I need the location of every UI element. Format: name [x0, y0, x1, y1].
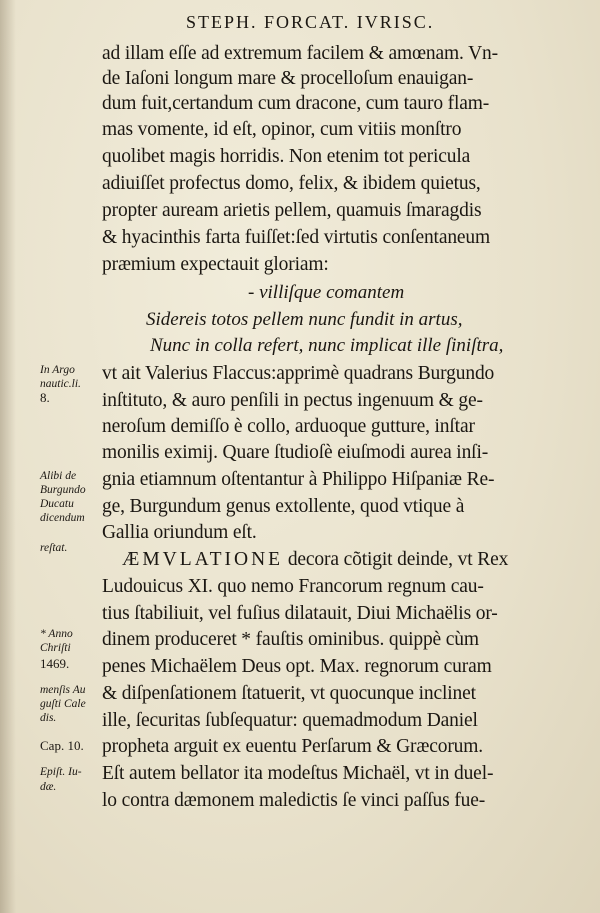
text-line: penes Michaëlem Deus opt. Max. regnorum curam — [102, 656, 492, 677]
gutter-shadow — [0, 0, 16, 913]
text-line: & diſpenſationem ſtatuerit, vt quocunque inclinet — [102, 683, 476, 704]
text-line: quolibet magis horridis. Non etenim tot pericula — [102, 146, 471, 167]
text-line — [122, 548, 508, 572]
margin-note: Alibi de — [40, 470, 77, 482]
text-line: ille, ſecuritas ſubſequatur: quemadmodum Daniel — [102, 710, 478, 731]
section-rest: decora cõtigit deinde, vt Rex — [287, 549, 509, 570]
margin-note: * Anno — [40, 628, 73, 640]
text-line: adiuiſſet profectus domo, felix, & ibidem quietus, — [102, 173, 481, 194]
text-line: Gallia oriundum eſt. — [102, 522, 257, 543]
text-line: de Iaſoni longum mare & procelloſum enauigan- — [102, 68, 474, 89]
margin-note: Chriſti — [40, 642, 71, 654]
margin-note: 8. — [40, 390, 50, 405]
margin-note: dis. — [40, 712, 57, 724]
margin-note: nautic.li. — [40, 378, 81, 390]
text-line: tius ſtabiliuit, vel fuſius dilatauit, Diui Michaëlis or- — [102, 603, 498, 624]
section-word: ÆMVLATIONE — [122, 549, 284, 570]
text-line: gnia etiamnum oſtentantur à Philippo Hiſpaniæ Re- — [102, 469, 495, 490]
text-line: vt ait Valerius Flaccus:apprimè quadrans Burgundo — [102, 363, 495, 384]
margin-note: guſti Cale — [40, 698, 86, 710]
text-line: propter auream arietis pellem, quamuis ſmaragdis — [102, 200, 482, 221]
margin-note: Cap. 10. — [40, 738, 84, 753]
text-line: inſtituto, & auro penſili in pectus ingenuum & ge- — [102, 390, 483, 411]
text-line: dum fuit,certandum cum dracone, cum tauro flam- — [102, 93, 490, 114]
text-line: Ludouicus XI. quo nemo Francorum regnum cau- — [102, 576, 484, 597]
text-line: mas vomente, id eſt, opinor, cum vitiis monſtro — [102, 119, 462, 140]
text-line: ge, Burgundum genus extollente, quod vtique à — [102, 496, 465, 517]
text-line: dinem produceret * fauſtis ominibus. quippè cùm — [102, 629, 479, 650]
margin-note: In Argo — [40, 364, 75, 376]
verse-line: Nunc in colla refert, nunc implicat ille ſiniſtra, — [150, 335, 504, 356]
running-header: STEPH. FORCAT. IVRISC. — [186, 12, 435, 32]
margin-note: menſis Au — [40, 684, 86, 696]
margin-note: dæ. — [40, 781, 57, 793]
text-line: Eſt autem bellator ita modeſtus Michaël, vt in duel- — [102, 763, 494, 784]
margin-note: Epiſt. Iu- — [40, 766, 82, 778]
text-line: lo contra dæmonem maledictis ſe vinci paſſus fue- — [102, 790, 486, 811]
margin-note: dicendum — [40, 512, 85, 524]
margin-note: reſtat. — [40, 542, 68, 554]
verse-line: Sidereis totos pellem nunc fundit in artus, — [146, 309, 463, 330]
margin-note: Burgundo — [40, 484, 86, 496]
text-line: ad illam eſſe ad extremum facilem & amœnam. Vn- — [102, 43, 498, 64]
text-line: neroſum demiſſo è collo, arduoque gutture, inſtar — [102, 416, 475, 437]
text-line: monilis eximij. Quare ſtudioſè eiuſmodi aurea inſi- — [102, 442, 489, 463]
text-line: & hyacinthis farta fuiſſet:ſed virtutis conſentaneum — [102, 227, 491, 248]
margin-note: 1469. — [40, 656, 70, 671]
text-line: propheta arguit ex euentu Perſarum & Græcorum. — [102, 736, 484, 757]
text-line: præmium expectauit gloriam: — [102, 254, 329, 275]
verse-line: - villiſque comantem — [248, 282, 405, 303]
margin-note: Ducatu — [40, 498, 74, 510]
